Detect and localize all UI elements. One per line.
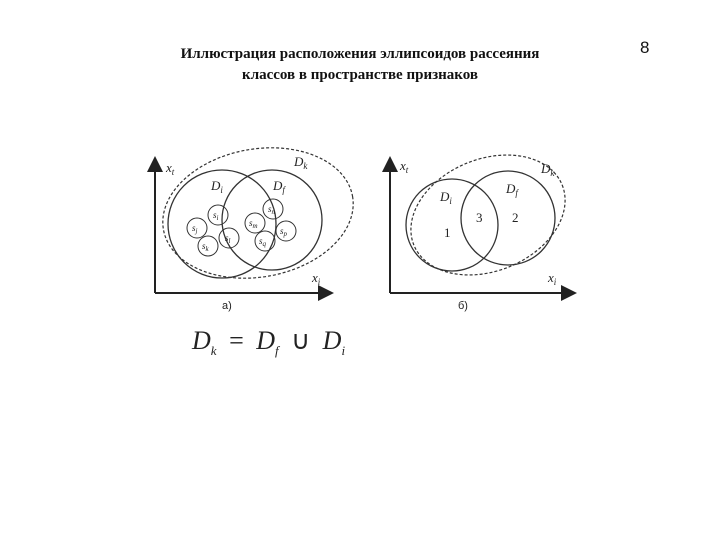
small-circle-label: $s_m$ (249, 218, 258, 230)
figure-b-outer-label: $D_k$ (541, 161, 555, 178)
small-circle-label: $s_i$ (213, 210, 219, 222)
figure-a-x-axis-label: $x_i$ (312, 270, 321, 287)
figure-b-left-label: $D_i$ (440, 189, 452, 206)
formula-lhs: D (192, 326, 211, 355)
small-circle-label: $s_j$ (192, 223, 198, 235)
formula-equals: = (229, 326, 244, 355)
figure-b-y-axis-label: $x_t$ (400, 158, 409, 175)
figure-a-circle-df (222, 170, 322, 270)
small-circle-label: $s_p$ (280, 226, 288, 238)
figure-a-y-axis-label: $x_t$ (166, 160, 175, 177)
figure-b-x-axis-label: $x_i$ (548, 270, 557, 287)
formula-term-a-sub: f (275, 343, 279, 358)
figure-a-caption: а) (222, 300, 232, 312)
formula-term-b: D (322, 326, 342, 355)
small-circle-label: $s_k$ (202, 241, 209, 253)
formula-term-b-sub: i (341, 343, 346, 358)
figure-b-region-3: 3 (476, 210, 483, 225)
small-circle-label: $s_q$ (259, 236, 267, 248)
formula-union-symbol: ∪ (291, 326, 311, 355)
figure-a-left-label: $D_i$ (211, 178, 223, 195)
formula-lhs-sub: k (210, 343, 217, 358)
figure-a (152, 133, 363, 312)
union-formula (192, 326, 345, 359)
figure-a-small-circle-sq (255, 231, 275, 251)
figure-a-small-circle-sk (198, 236, 218, 256)
figure-b-region-2: 2 (512, 210, 519, 225)
figure-a-small-circle-si (208, 205, 228, 225)
figure-a-right-label: $D_f$ (273, 178, 285, 195)
figure-b-region-1: 1 (444, 225, 451, 240)
figure-a-small-circle-sn (263, 199, 283, 219)
figure-b (390, 133, 583, 312)
small-circle-label: $s_n$ (268, 204, 276, 216)
title-line-2: классов в пространстве признаков (242, 67, 478, 83)
figure-b-right-label: $D_f$ (506, 181, 518, 198)
figure-a-outer-label: $D_k$ (294, 154, 308, 171)
formula-term-a: D (256, 326, 276, 355)
figure-a-small-circle-sp (276, 221, 296, 241)
figure-a-small-circle-sj (187, 218, 207, 238)
figure-b-circle-di (406, 179, 498, 271)
page-number: 8 (640, 38, 650, 57)
figure-a-small-circle-sm (245, 213, 265, 233)
small-circle-label: $s_l$ (225, 233, 231, 245)
title-line-1: Иллюстрация расположения эллипсоидов рассеяния (180, 46, 540, 62)
figure-b-caption: б) (458, 300, 468, 312)
